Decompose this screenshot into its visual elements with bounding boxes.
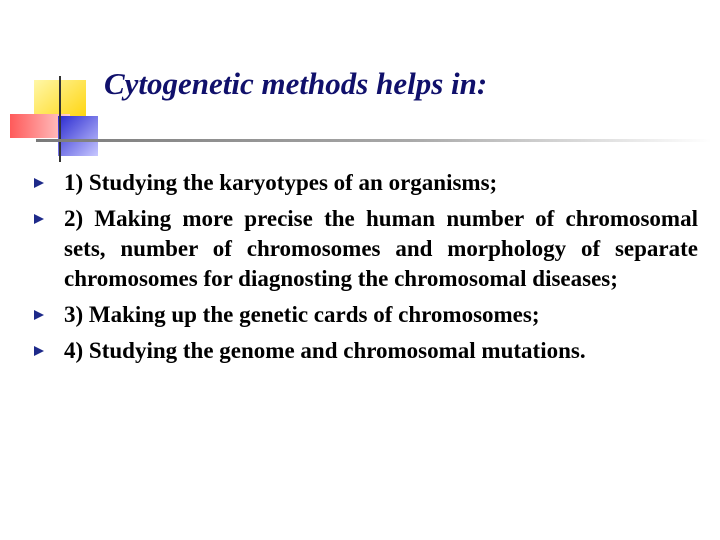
title-underline	[36, 139, 712, 142]
bullet-item	[30, 168, 698, 198]
deco-blue-square	[58, 116, 98, 156]
bullet-triangle-icon	[34, 214, 44, 224]
bullet-triangle-icon	[34, 178, 44, 188]
title-decoration	[0, 0, 110, 170]
bullet-item	[30, 336, 698, 366]
bullet-list	[30, 168, 698, 372]
slide-title: Cytogenetic methods helps in:	[104, 66, 488, 101]
bullet-text: 3) Making up the genetic cards of chromosomes;	[64, 302, 540, 327]
bullet-item	[30, 300, 698, 330]
bullet-triangle-icon	[34, 346, 44, 356]
bullet-triangle-icon	[34, 310, 44, 320]
bullet-text: 4) Studying the genome and chromosomal mutations.	[64, 338, 586, 363]
bullet-text: 1) Studying the karyotypes of an organisms;	[64, 170, 498, 195]
bullet-text: 2) Making more precise the human number of chromosomal sets, number of chromosomes and morphology of separate chromosomes for diagnosting the chromosomal diseases;	[64, 206, 698, 291]
bullet-item	[30, 204, 698, 294]
